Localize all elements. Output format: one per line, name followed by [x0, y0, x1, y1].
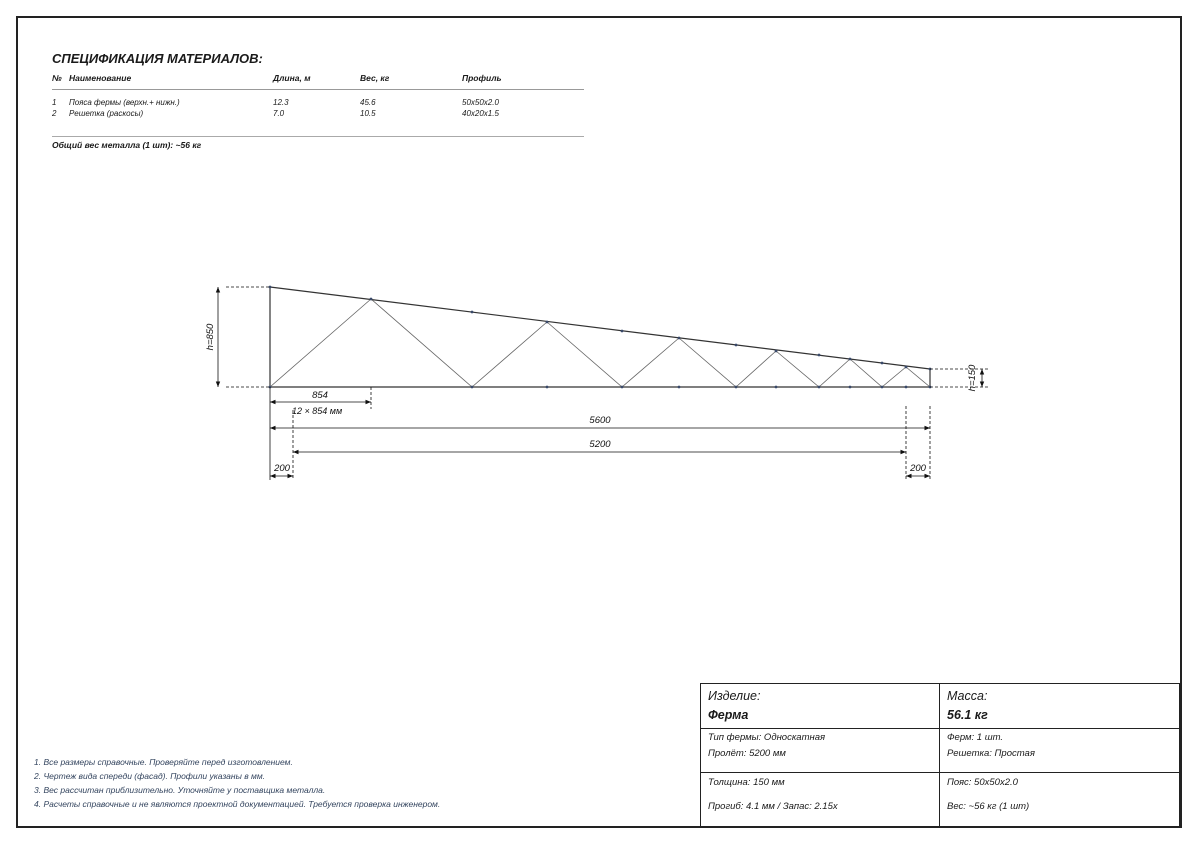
- row-profile: 50x50x2.0: [462, 98, 499, 107]
- span-text: Пролёт: 5200 мм: [708, 748, 786, 759]
- chord-text: Пояс: 50x50x2.0: [947, 777, 1018, 788]
- thickness-text: Толщина: 150 мм: [708, 777, 785, 788]
- dim-right-height-label: h=150: [967, 364, 978, 392]
- truss-nodes: [269, 286, 932, 389]
- mass-value: 56.1 кг: [947, 708, 988, 722]
- weight-text: Вес: ~56 кг (1 шт): [947, 801, 1030, 812]
- deflection-text: Прогиб: 4.1 мм / Запас: 2.15x: [708, 801, 838, 812]
- note-line: 1. Все размеры справочные. Проверяйте перед изготовлением.: [34, 757, 293, 767]
- spec-header-profile: Профиль: [462, 73, 502, 83]
- note-line: 3. Вес рассчитан приблизительно. Уточняйте у поставщика металла.: [34, 785, 326, 795]
- lattice-type: Решетка: Простая: [947, 748, 1035, 759]
- row-weight: 45.6: [360, 98, 376, 107]
- truss-count: Ферм: 1 шт.: [947, 732, 1004, 743]
- row-weight: 10.5: [360, 109, 376, 118]
- spec-title: СПЕЦИФИКАЦИЯ МАТЕРИАЛОВ:: [52, 51, 263, 66]
- row-length: 12.3: [273, 98, 289, 107]
- truss-type: Тип фермы: Односкатная: [708, 732, 826, 743]
- dim-support-left-label: 200: [274, 463, 290, 474]
- truss-web: [270, 299, 930, 387]
- dim-span-label: 5200: [589, 439, 611, 450]
- dim-panel-note: 12 × 854 мм: [292, 406, 343, 416]
- note-line: 2. Чертеж вида спереди (фасад). Профили указаны в мм.: [34, 771, 266, 781]
- spec-header-weight: Вес, кг: [360, 73, 390, 83]
- product-value: Ферма: [708, 708, 749, 722]
- top-chord: [270, 287, 930, 369]
- spec-total: Общий вес металла (1 шт): ~56 кг: [52, 140, 202, 150]
- dim-support-right-label: 200: [910, 463, 926, 474]
- product-label: Изделие:: [708, 689, 761, 703]
- dim-total-label: 5600: [589, 415, 611, 426]
- row-length: 7.0: [273, 109, 285, 118]
- row-no: 2: [52, 109, 57, 118]
- spec-header-length: Длина, м: [273, 73, 311, 83]
- mass-label: Масса:: [947, 689, 988, 703]
- dim-panel-label: 854: [312, 390, 328, 401]
- note-line: 4. Расчеты справочные и не являются проектной документацией. Требуется проверка инженером.: [34, 799, 441, 809]
- row-no: 1: [52, 98, 57, 107]
- title-block: [700, 683, 1180, 827]
- row-name: Пояса фермы (верхн.+ нижн.): [69, 98, 180, 107]
- dim-right-height: [930, 369, 990, 387]
- spec-header-name: Наименование: [69, 73, 132, 83]
- notes: [34, 755, 440, 811]
- row-profile: 40x20x1.5: [462, 109, 499, 118]
- row-name: Решетка (раскосы): [69, 109, 144, 118]
- dim-left-height-label: h=850: [205, 323, 216, 351]
- truss-chords: [270, 287, 930, 387]
- dim-left-height: [218, 287, 270, 387]
- spec-header-no: №: [52, 73, 62, 83]
